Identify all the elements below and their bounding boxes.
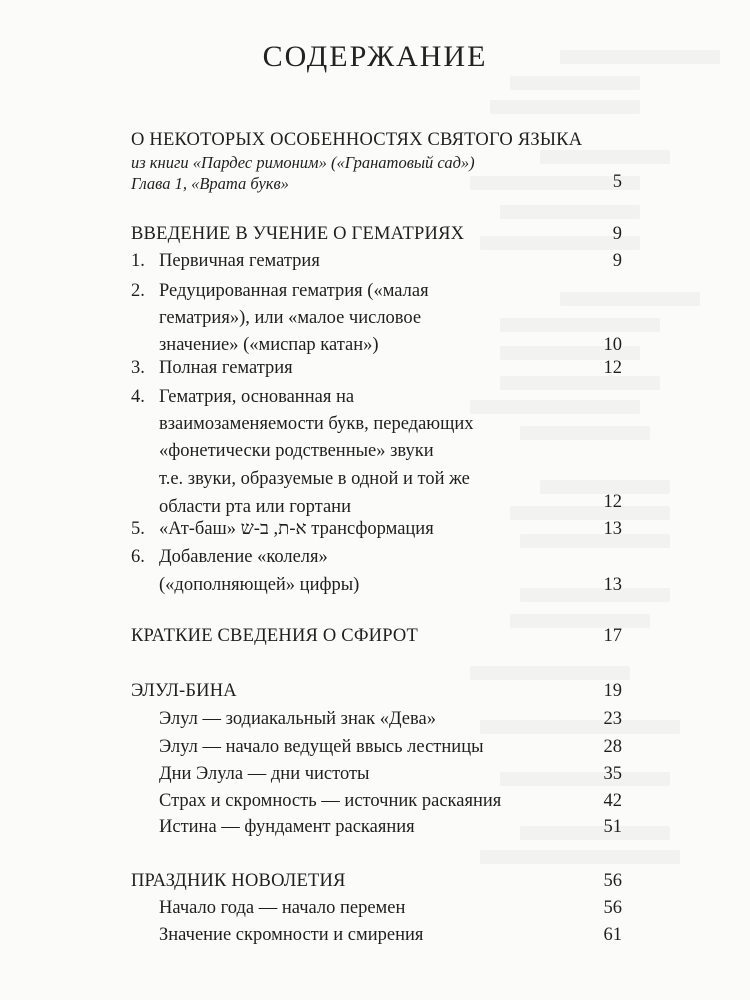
- item-number: 1.: [131, 251, 145, 271]
- toc-item[interactable]: [131, 385, 609, 519]
- item-text: взаимозаменяемости букв, передающих: [159, 414, 474, 434]
- toc-section-heading-3[interactable]: ЭЛУЛ-БИНА: [131, 681, 237, 701]
- item-text: Редуцированная гематрия («малая: [159, 281, 429, 301]
- toc-item[interactable]: [131, 545, 609, 597]
- item-text: Первичная гематрия: [159, 251, 320, 271]
- item-number: 6.: [131, 547, 145, 567]
- toc-page-number: 19: [603, 681, 622, 701]
- toc-page-number: 56: [603, 871, 622, 891]
- toc-page-number: 9: [612, 224, 622, 244]
- toc-item[interactable]: Элул — начало ведущей ввысь лестницы: [159, 737, 484, 757]
- toc-page-number: 42: [603, 791, 622, 811]
- toc-item[interactable]: Истина — фундамент раскаяния: [159, 817, 415, 837]
- toc-section-heading-1[interactable]: ВВЕДЕНИЕ В УЧЕНИЕ О ГЕМАТРИЯХ: [131, 224, 465, 244]
- toc-page-number: 61: [603, 925, 622, 945]
- toc-section-heading-0[interactable]: О НЕКОТОРЫХ ОСОБЕННОСТЯХ СВЯТОГО ЯЗЫКА: [131, 130, 583, 150]
- toc-section-subtitle-0a: из книги «Пардес римоним» («Гранатовый сад»): [131, 153, 475, 172]
- toc-item[interactable]: [131, 279, 609, 357]
- item-text: «фонетически родственные» звуки: [159, 441, 434, 461]
- item-number: 5.: [131, 519, 145, 539]
- item-text: области рта или гортани: [159, 497, 351, 517]
- toc-item[interactable]: [131, 249, 609, 273]
- item-number: 3.: [131, 358, 145, 378]
- toc-item[interactable]: Страх и скромность — источник раскаяния: [159, 791, 502, 811]
- toc-page-number: 23: [603, 709, 622, 729]
- toc-item[interactable]: [131, 517, 609, 541]
- toc-item[interactable]: Значение скромности и смирения: [159, 925, 424, 945]
- toc-page-number: 35: [603, 764, 622, 784]
- toc-item[interactable]: Дни Элула — дни чистоты: [159, 764, 370, 784]
- item-text: гематрия»), или «малое числовое: [159, 308, 422, 328]
- toc-item[interactable]: Начало года — начало перемен: [159, 898, 406, 918]
- toc-page-number: 17: [603, 626, 622, 646]
- toc-page-number: 13: [603, 575, 622, 595]
- toc-page-number: 12: [603, 492, 622, 512]
- toc-page-number: 12: [603, 358, 622, 378]
- item-text: «Ат-баш» א-ת, ב-ש трансформация: [159, 519, 434, 539]
- item-text: значение» («миспар катан»): [159, 335, 379, 355]
- toc-section-subtitle-0b: Глава 1, «Врата букв»: [131, 174, 289, 193]
- toc-page-number: 9: [612, 251, 622, 271]
- item-text: («дополняющей» цифры): [159, 575, 360, 595]
- toc-page-number: 5: [612, 172, 622, 192]
- page-title: СОДЕРЖАНИЕ: [262, 40, 488, 73]
- toc-page-number: 10: [603, 335, 622, 355]
- item-text: Добавление «колеля»: [159, 547, 328, 567]
- toc-page-number: 28: [603, 737, 622, 757]
- toc-page-number: 51: [603, 817, 622, 837]
- toc-section-heading-4[interactable]: ПРАЗДНИК НОВОЛЕТИЯ: [131, 871, 346, 891]
- toc-page-number: 56: [603, 898, 622, 918]
- item-number: 4.: [131, 387, 145, 407]
- toc-section-heading-2[interactable]: КРАТКИЕ СВЕДЕНИЯ О СФИРОТ: [131, 626, 418, 646]
- toc-page-number: 13: [603, 519, 622, 539]
- toc-item[interactable]: Элул — зодиакальный знак «Дева»: [159, 709, 436, 729]
- toc-item[interactable]: [131, 356, 609, 380]
- item-text: Полная гематрия: [159, 358, 293, 378]
- item-text: Гематрия, основанная на: [159, 387, 355, 407]
- item-text: т.е. звуки, образуемые в одной и той же: [159, 469, 470, 489]
- item-number: 2.: [131, 281, 145, 301]
